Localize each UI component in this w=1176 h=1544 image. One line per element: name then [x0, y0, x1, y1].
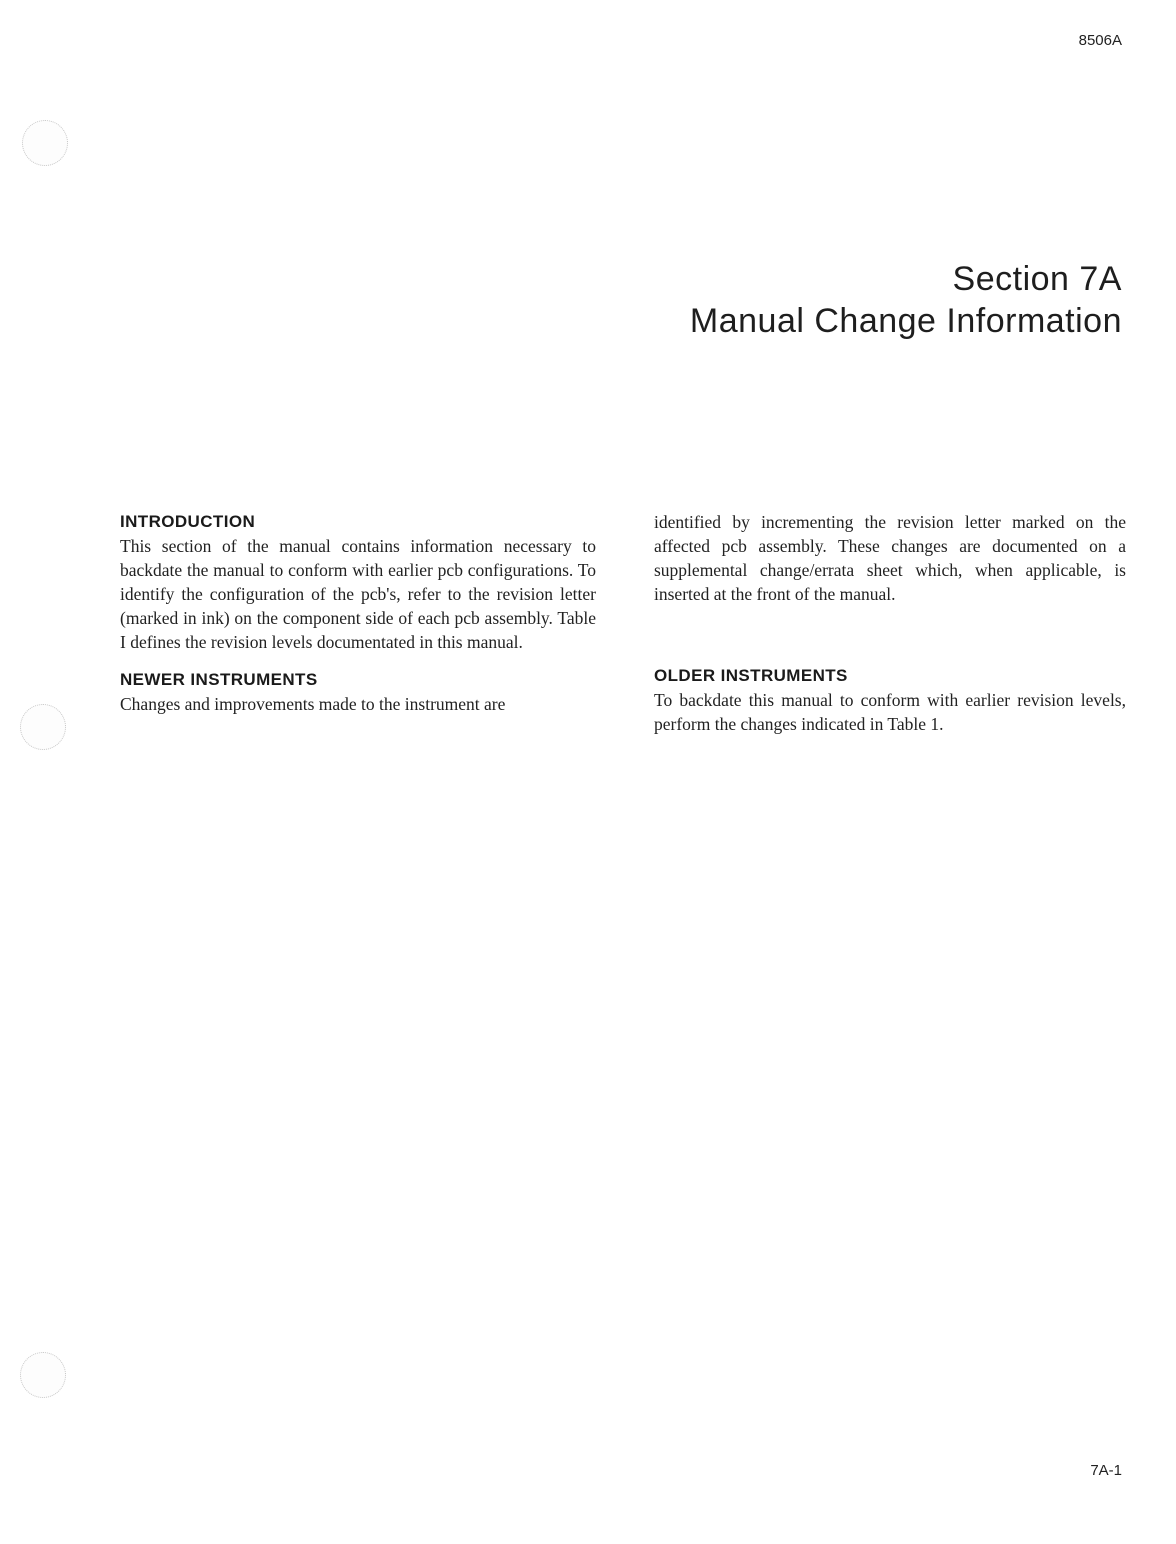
- older-instruments-text: To backdate this manual to conform with earlier revision levels, perform the changes indicated in Table 1.: [654, 690, 1126, 734]
- section-name: Manual Change Information: [689, 302, 1122, 340]
- page-number: 7A-1: [1090, 1462, 1122, 1479]
- newer-instruments-text-continued: identified by incrementing the revision letter marked on the affected pcb assembly. These changes are documented on a supplemental change/errata sheet which, when applicable, is inserted at the front of the manual.: [654, 512, 1126, 604]
- section-number: Section 7A: [952, 260, 1122, 298]
- section-title: [690, 258, 1122, 342]
- punch-hole-bottom: [20, 1352, 66, 1398]
- punch-hole-middle: [20, 704, 66, 750]
- introduction-heading: INTRODUCTION: [120, 512, 256, 531]
- model-id: 8506A: [1078, 32, 1122, 49]
- punch-hole-top: [22, 120, 68, 166]
- right-column: [654, 510, 1126, 736]
- newer-instruments-heading: NEWER INSTRUMENTS: [120, 670, 318, 689]
- newer-instruments-text: Changes and improvements made to the instrument are: [120, 694, 506, 714]
- introduction-text: This section of the manual contains information necessary to backdate the manual to conform with earlier pcb configurations. To identify the configuration of the pcb's, refer to the revision letter (marked in ink) on the component side of each pcb assembly. Table I defines the revision levels documentated in this manual.: [120, 536, 596, 652]
- left-column: [120, 510, 596, 716]
- older-instruments-heading: OLDER INSTRUMENTS: [654, 666, 848, 685]
